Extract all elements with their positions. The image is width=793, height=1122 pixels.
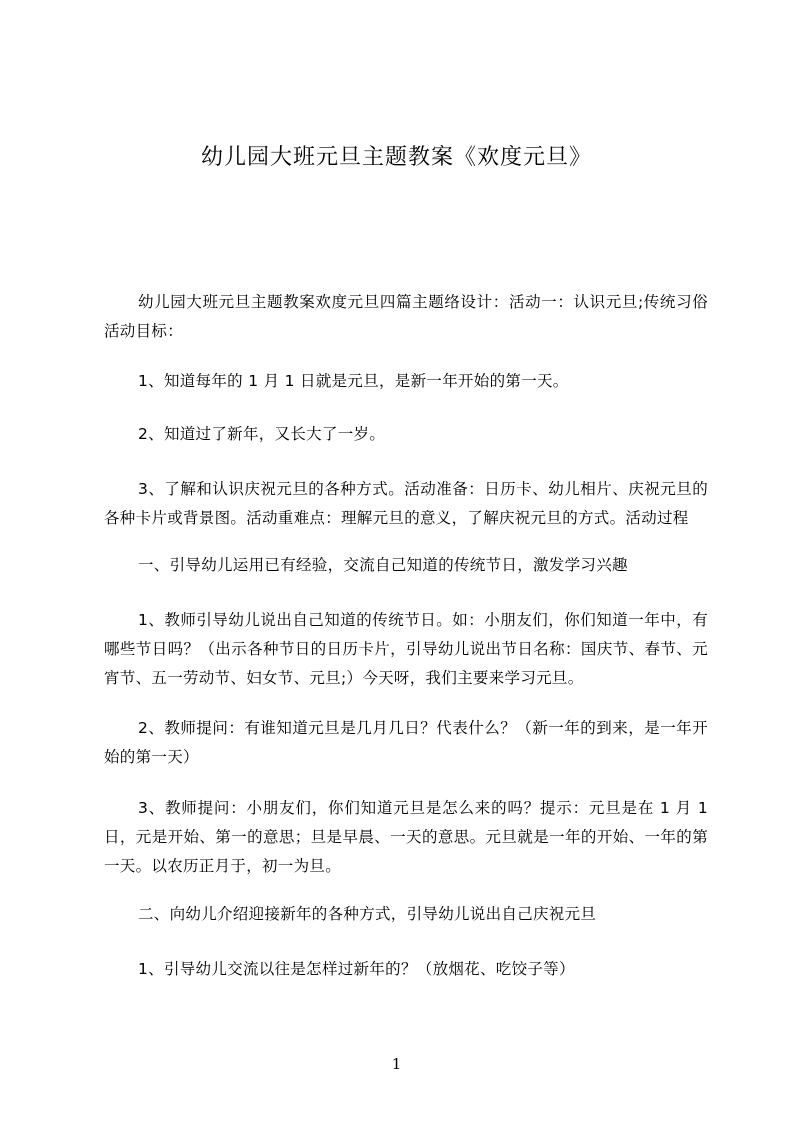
section-heading-1: 一、引导幼儿运用已有经验，交流自己知道的传统节日，激发学习兴趣 bbox=[138, 556, 628, 574]
paragraph-step-2-1: 1、引导幼儿交流以往是怎样过新年的？（放烟花、吃饺子等） bbox=[138, 960, 575, 978]
section-heading-2: 二、向幼儿介绍迎接新年的各种方式，引导幼儿说出自己庆祝元旦 bbox=[138, 905, 597, 923]
paragraph-step-1-2: 2、教师提问：有谁知道元旦是几月几日？代表什么？（新一年的到来，是一年开始的第一天） bbox=[104, 719, 708, 766]
paragraph-goal-1: 1、知道每年的 1 月 1 日就是元旦，是新一年开始的第一天。 bbox=[138, 372, 569, 390]
document-title: 幼儿园大班元旦主题教案《欢度元旦》 bbox=[200, 145, 592, 170]
paragraph-goal-3: 3、了解和认识庆祝元旦的各种方式。活动准备：日历卡、幼儿相片、庆祝元旦的各种卡片或背景图。活动重难点：理解元旦的意义，了解庆祝元旦的方式。活动过程 bbox=[104, 480, 708, 527]
page-number: 1 bbox=[391, 1055, 402, 1073]
paragraph-step-1-1: 1、教师引导幼儿说出自己知道的传统节日。如：小朋友们，你们知道一年中，有哪些节日吗？（出示各种节日的日历卡片，引导幼儿说出节日名称：国庆节、春节、元宵节、五一劳动节、妇女节、元旦;）今天呀，我们主要来学习元旦。 bbox=[104, 611, 708, 687]
paragraph-intro: 幼儿园大班元旦主题教案欢度元旦四篇主题络设计：活动一：认识元旦;传统习俗活动目标： bbox=[104, 293, 708, 340]
paragraph-step-1-3: 3、教师提问：小朋友们，你们知道元旦是怎么来的吗？提示：元旦是在 1 月 1 日，元是开始、第一的意思；旦是早晨、一天的意思。元旦就是一年的开始、一年的第一天。以农历正月于，初一为旦。 bbox=[104, 799, 708, 875]
paragraph-goal-2: 2、知道过了新年，又长大了一岁。 bbox=[138, 425, 386, 443]
